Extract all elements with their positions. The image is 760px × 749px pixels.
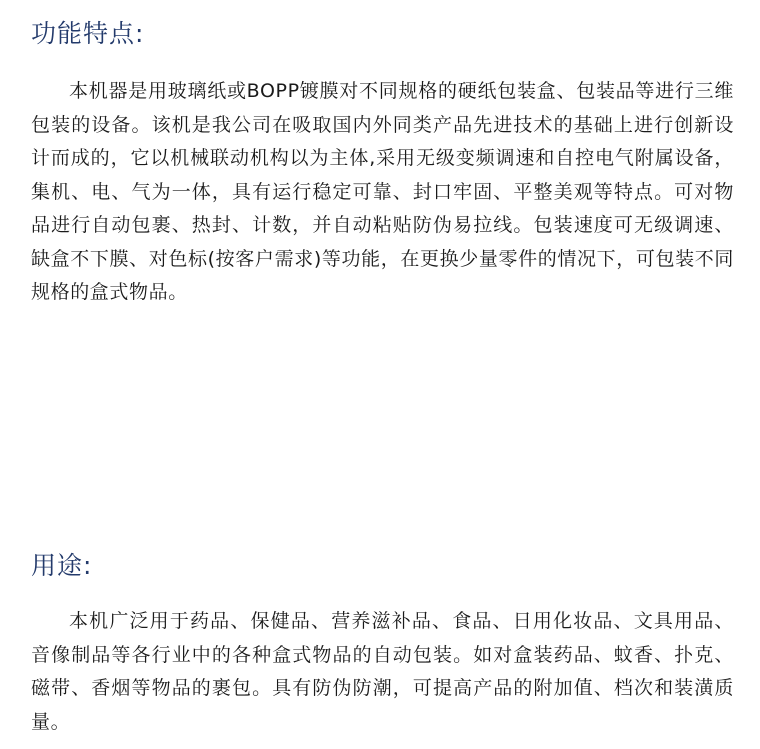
usage-paragraph: 本机广泛用于药品、保健品、营养滋补品、食品、日用化妆品、文具用品、音像制品等各行业中的各种盒式物品的自动包装。如对盒装药品、蚊香、扑克、磁带、香烟等物品的裹包。具有防伪防潮，可提高产品的附加值、档次和装潢质量。: [31, 610, 734, 733]
usage-heading: 用途:: [31, 551, 93, 580]
features-heading: 功能特点:: [31, 19, 145, 48]
features-paragraph: 本机器是用玻璃纸或BOPP镀膜对不同规格的硬纸包装盒、包装品等进行三维包装的设备。该机是我公司在吸取国内外同类产品先进技术的基础上进行创新设计而成的，它以机械联动机构以为主体,采用无级变频调速和自控电气附属设备，集机、电、气为一体，具有运行稳定可靠、封口牢固、平整美观等特点。可对物品进行自动包裹、热封、计数，并自动粘贴防伪易拉线。包装速度可无级调速、缺盒不下膜、对色标(按客户需求)等功能，在更换少量零件的情况下，可包装不同规格的盒式物品。: [31, 80, 734, 303]
